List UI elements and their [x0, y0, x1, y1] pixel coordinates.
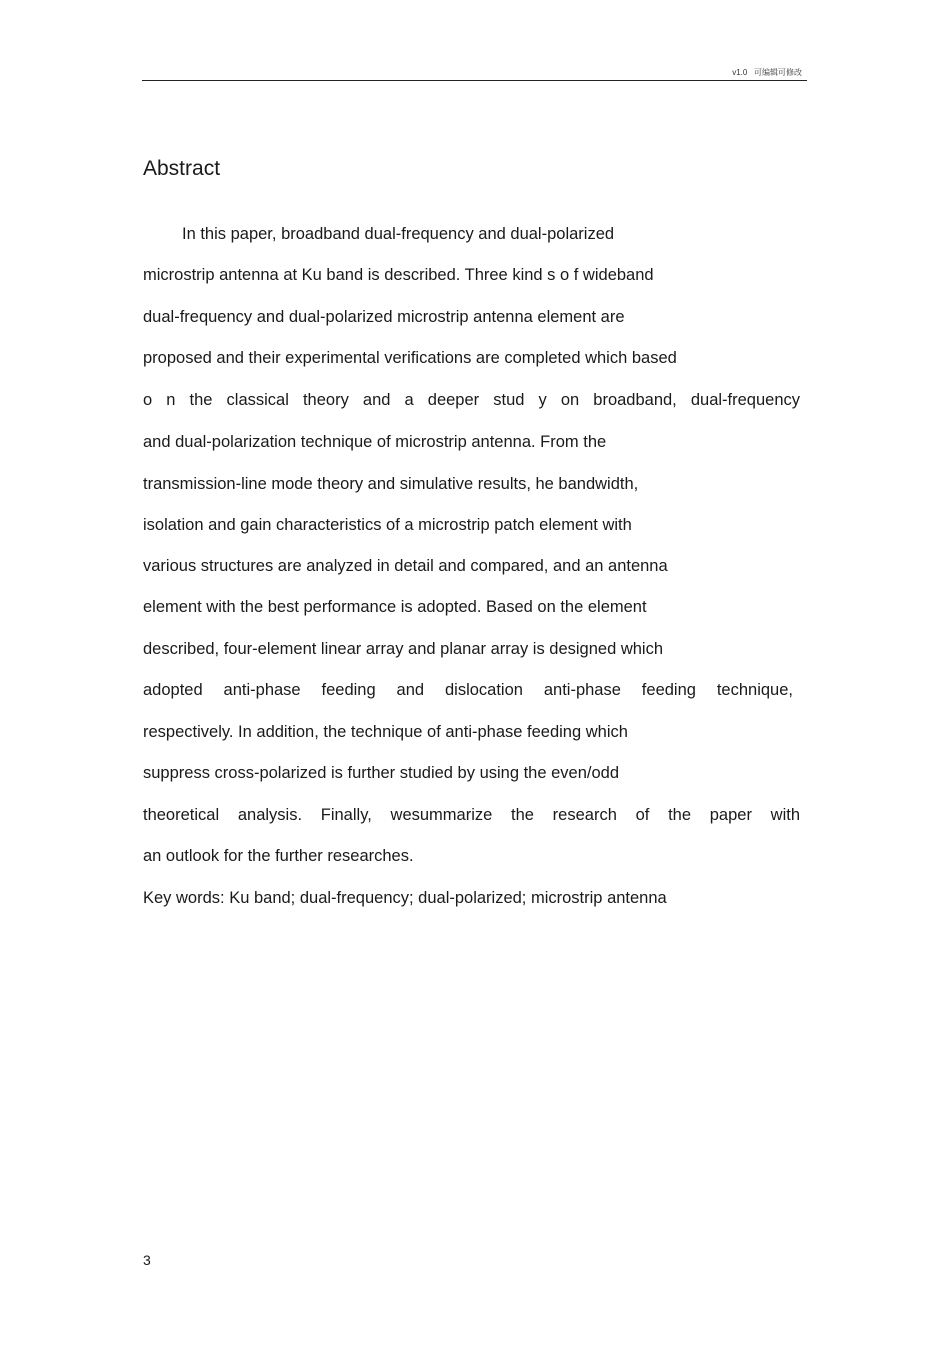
abstract-line: In this paper, broadband dual-frequency and dual-polarized [182, 225, 615, 243]
page-number: 3 [143, 1252, 151, 1268]
abstract-line: and dual-polarization technique of microstrip antenna. From the [143, 433, 607, 451]
abstract-line: element with the best performance is adopted. Based on the element [143, 598, 647, 616]
editable-note: 可编辑可修改 [754, 68, 802, 77]
abstract-line: various structures are analyzed in detail and compared, and an antenna [143, 557, 668, 575]
keywords-line: Key words: Ku band; dual-frequency; dual-polarized; microstrip antenna [143, 889, 667, 907]
abstract-line: an outlook for the further researches. [143, 847, 414, 865]
abstract-line: described, four-element linear array and planar array is designed which [143, 640, 664, 658]
abstract-title: Abstract [143, 157, 221, 180]
abstract-line: dual-frequency and dual-polarized microstrip antenna element are [143, 308, 625, 326]
abstract-line: microstrip antenna at Ku band is described. Three kind s o f wideband [143, 266, 654, 284]
abstract-line: adopted anti-phase feeding and dislocation anti-phase feeding technique, [143, 681, 793, 699]
header-divider [142, 80, 807, 81]
header-text [732, 67, 802, 78]
abstract-line: transmission-line mode theory and simulative results, he bandwidth, [143, 475, 639, 493]
abstract-line: suppress cross-polarized is further studied by using the even/odd [143, 764, 620, 782]
abstract-line: o n the classical theory and a deeper stud y on broadband, dual-frequency [143, 391, 800, 409]
abstract-line: isolation and gain characteristics of a microstrip patch element with [143, 516, 632, 534]
abstract-line: theoretical analysis. Finally, wesummarize the research of the paper with [143, 806, 800, 824]
version-label: v1.0 [732, 68, 748, 77]
abstract-line: respectively. In addition, the technique of anti-phase feeding which [143, 723, 628, 741]
abstract-line: proposed and their experimental verifications are completed which based [143, 349, 677, 367]
